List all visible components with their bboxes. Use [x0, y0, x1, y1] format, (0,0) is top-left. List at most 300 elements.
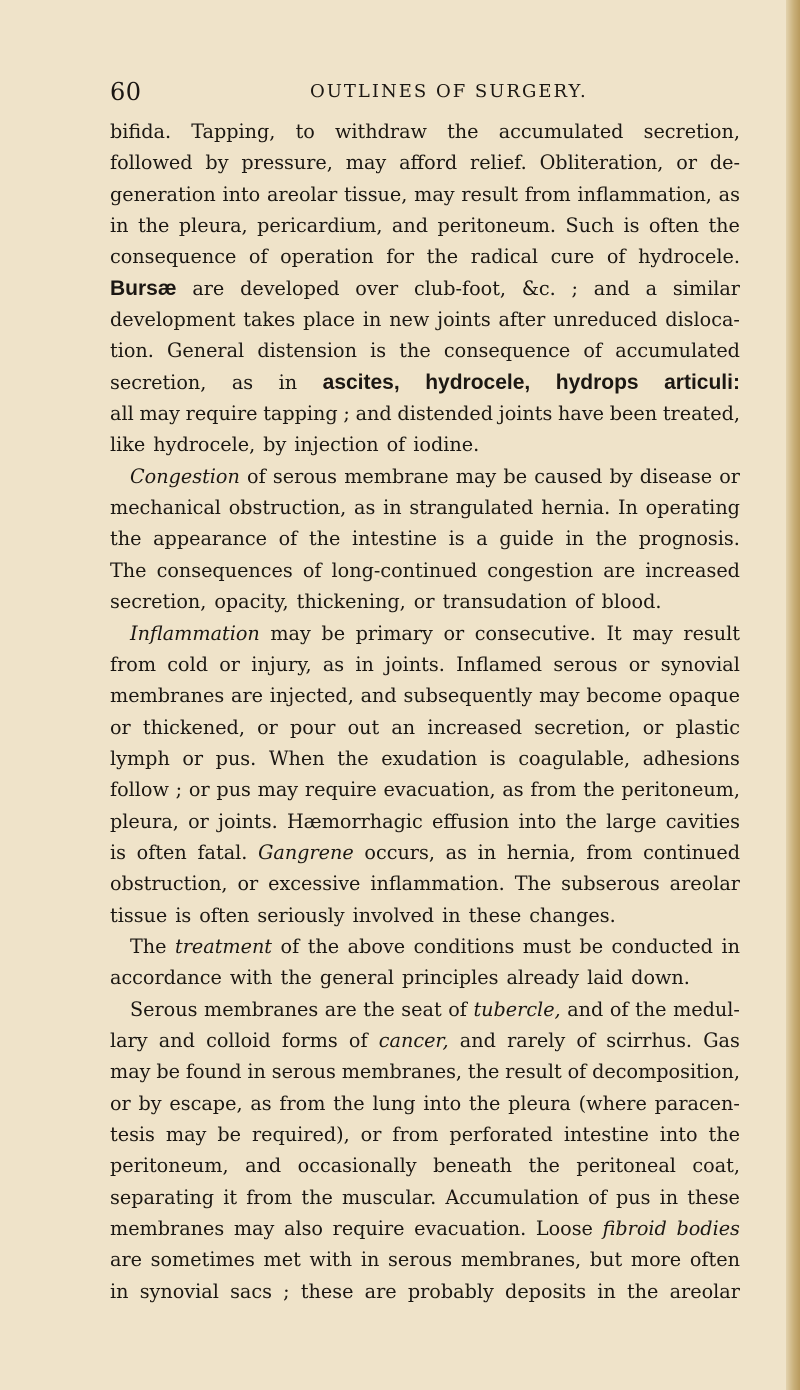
word: membranes,: [460, 1248, 582, 1272]
word: synovial: [660, 652, 740, 676]
word: Loose: [535, 1217, 593, 1241]
word: accordance: [110, 966, 222, 990]
word: generation: [110, 182, 216, 206]
word: radical: [470, 245, 539, 269]
word: by: [263, 433, 287, 457]
word: Inflammation: [130, 621, 260, 645]
word: hydrocele.: [638, 245, 740, 269]
word: membranes: [110, 684, 225, 708]
word: areolar: [669, 872, 740, 896]
word: result: [461, 182, 518, 206]
word: an: [391, 715, 416, 739]
word: of: [278, 527, 298, 551]
word: already: [506, 966, 580, 990]
word: Tapping,: [191, 120, 276, 143]
word: It: [606, 621, 622, 645]
word: When: [268, 746, 325, 770]
word: opacity,: [214, 590, 289, 614]
word: like: [110, 433, 146, 457]
word: muscular.: [341, 1185, 437, 1209]
word: as: [250, 1091, 272, 1115]
word: in: [110, 1279, 129, 1303]
word: disloca-: [665, 308, 740, 332]
word: been: [609, 402, 658, 426]
word: involved: [352, 903, 435, 927]
word: a: [645, 276, 658, 300]
word: in: [565, 527, 584, 551]
word: plastic: [675, 715, 740, 739]
word: In: [617, 496, 638, 520]
word: may: [270, 621, 311, 645]
word: over: [355, 276, 399, 300]
word: development: [110, 308, 236, 332]
text-line: [110, 210, 740, 241]
word: the: [708, 1123, 740, 1146]
word: tissue,: [344, 182, 408, 206]
word: coat,: [692, 1154, 740, 1178]
word: may: [632, 621, 673, 645]
word: conditions: [413, 934, 515, 958]
word: and: [593, 276, 630, 300]
word: secretion,: [643, 120, 740, 143]
word: The: [110, 558, 147, 582]
word: hydrops: [555, 370, 639, 394]
body-text: [110, 116, 740, 1307]
word: the: [468, 1091, 501, 1115]
text-line: [110, 398, 740, 429]
text-line: [110, 931, 740, 962]
word: in: [360, 1248, 380, 1272]
word: may: [539, 684, 580, 708]
word: of: [348, 1028, 368, 1052]
word: large: [606, 809, 657, 833]
word: intestine: [352, 527, 437, 551]
word: be: [156, 1060, 180, 1084]
word: into: [659, 1123, 698, 1146]
text-line: [110, 116, 740, 147]
word: consequence: [443, 339, 571, 363]
word: be: [503, 464, 528, 488]
word: tesis: [110, 1123, 155, 1146]
word: require: [304, 778, 377, 802]
word: obstruction,: [228, 496, 347, 520]
word: occurs,: [364, 840, 435, 864]
word: into: [518, 809, 557, 833]
text-line: [110, 712, 740, 743]
word: as: [322, 652, 345, 676]
word: treatment: [175, 934, 273, 958]
word: caused: [534, 464, 603, 488]
word: the: [528, 1154, 560, 1178]
word: in: [721, 934, 740, 958]
word: obstruction,: [110, 872, 228, 896]
word: excessive: [268, 872, 361, 896]
word: probably: [407, 1279, 494, 1303]
word: the: [337, 746, 369, 770]
word: blood.: [601, 590, 662, 614]
word: scirrhus.: [606, 1028, 693, 1052]
text-line: [110, 837, 740, 868]
word: serous: [553, 652, 618, 676]
word: the: [399, 339, 431, 363]
word: tapping: [263, 402, 338, 426]
word: are: [324, 997, 357, 1021]
word: by: [205, 151, 229, 175]
word: are: [110, 1248, 142, 1272]
word: and: [245, 1154, 282, 1178]
word: membranes,: [341, 1060, 463, 1084]
word: seriously: [257, 903, 345, 927]
word: withdraw: [334, 120, 427, 143]
word: membranes: [204, 997, 319, 1021]
word: in: [477, 840, 497, 864]
word: it: [223, 1185, 238, 1209]
text-line: [110, 680, 740, 711]
word: from: [392, 1123, 439, 1146]
word: require: [332, 1217, 405, 1241]
word: articuli:: [664, 370, 740, 394]
text-line: [110, 523, 740, 554]
word: all: [110, 402, 134, 426]
word: congestion: [487, 558, 594, 582]
word: fibroid: [602, 1217, 667, 1241]
word: of: [448, 997, 467, 1021]
word: or: [360, 1123, 382, 1146]
word: lung: [372, 1091, 416, 1115]
word: principles: [402, 966, 499, 990]
word: hernia.: [541, 496, 611, 520]
word: bodies: [676, 1217, 740, 1241]
word: continued: [643, 840, 740, 864]
word: may: [139, 402, 180, 426]
word: may: [165, 1123, 207, 1146]
word: in: [442, 903, 461, 927]
word: thickened,: [142, 715, 245, 739]
word: must: [522, 934, 571, 958]
page-number: 60: [110, 78, 142, 106]
word: as: [354, 496, 376, 520]
word: Inflamed: [456, 652, 543, 676]
word: result: [683, 621, 740, 645]
word: Bursæ: [110, 276, 177, 300]
word: of: [583, 339, 603, 363]
word: the: [363, 997, 395, 1021]
word: and: [360, 684, 397, 708]
word: Such: [565, 214, 615, 238]
word: is: [175, 903, 192, 927]
word: is: [489, 746, 506, 770]
word: ;: [283, 1279, 290, 1303]
text-line: [110, 492, 740, 523]
word: or: [237, 872, 259, 896]
word: in: [383, 496, 402, 520]
word: long-continued: [331, 558, 478, 582]
word: as: [445, 840, 467, 864]
word: colloid: [206, 1028, 271, 1052]
text-line: [110, 774, 740, 805]
word: injury,: [251, 652, 312, 676]
text-line: [110, 1119, 740, 1150]
word: peritoneum,: [621, 778, 740, 802]
word: of: [588, 1185, 607, 1209]
text-line: [110, 743, 740, 774]
word: General: [167, 339, 245, 363]
word: Congestion: [130, 464, 240, 488]
word: are: [192, 276, 225, 300]
word: serous: [272, 464, 338, 488]
word: de-: [709, 151, 740, 175]
word: in: [597, 1279, 616, 1303]
word: intestine: [563, 1123, 649, 1146]
word: in: [355, 652, 374, 676]
word: as: [502, 778, 524, 802]
word: joints: [498, 402, 553, 426]
word: coagulable,: [518, 746, 631, 770]
text-line: [110, 618, 740, 649]
word: out: [347, 715, 380, 739]
word: and: [158, 1028, 195, 1052]
word: but: [589, 1248, 623, 1272]
word: of: [606, 245, 626, 269]
word: the: [583, 778, 615, 802]
word: the: [110, 527, 142, 551]
word: become: [586, 684, 662, 708]
word: inflammation.: [370, 872, 505, 896]
text-line: [110, 367, 740, 398]
word: effusion: [432, 809, 510, 833]
word: areolar: [669, 1279, 740, 1303]
word: may: [257, 778, 299, 802]
word: and: [355, 402, 392, 426]
word: increased: [427, 715, 523, 739]
word: joints: [437, 308, 491, 332]
word: often: [199, 903, 250, 927]
word: from: [586, 840, 633, 864]
text-line: [110, 1182, 740, 1213]
word: may: [414, 182, 455, 206]
word: sometimes: [150, 1248, 255, 1272]
word: a: [476, 527, 488, 551]
text-line: [110, 586, 740, 617]
word: the: [280, 966, 312, 990]
word: appearance: [153, 527, 267, 551]
word: thickening,: [296, 590, 406, 614]
word: occasionally: [297, 1154, 417, 1178]
word: opaque: [668, 684, 740, 708]
word: of: [574, 590, 594, 614]
text-line: [110, 806, 740, 837]
word: or: [719, 464, 740, 488]
word: similar: [672, 276, 740, 300]
word: cure: [550, 245, 595, 269]
word: deposits: [505, 1279, 587, 1303]
word: Obliteration,: [539, 151, 664, 175]
text-line: [110, 1150, 740, 1181]
word: often: [689, 1248, 740, 1272]
word: Gangrene: [258, 840, 354, 864]
word: found: [185, 1060, 242, 1084]
word: from: [110, 652, 157, 676]
word: areolar: [266, 182, 338, 206]
word: pus: [615, 1185, 651, 1209]
word: fatal.: [197, 840, 248, 864]
word: down.: [631, 966, 690, 990]
word: or: [257, 715, 278, 739]
word: ;: [175, 778, 183, 802]
text-line: [110, 147, 740, 178]
word: tissue: [110, 903, 168, 927]
word: or: [642, 715, 664, 739]
word: peritoneum,: [110, 1154, 229, 1178]
word: often: [136, 840, 187, 864]
word: secretion,: [110, 370, 207, 394]
word: met: [263, 1248, 301, 1272]
word: tubercle,: [473, 997, 561, 1021]
word: are: [231, 684, 263, 708]
word: by: [138, 1091, 162, 1115]
word: Accumulation: [445, 1185, 579, 1209]
word: ascites,: [322, 370, 400, 394]
word: require: [185, 402, 258, 426]
word: may: [110, 1060, 151, 1084]
word: &c.: [521, 276, 556, 300]
word: have: [558, 402, 605, 426]
text-line: [110, 1088, 740, 1119]
word: lary: [110, 1028, 148, 1052]
word: peritoneum.: [437, 214, 557, 238]
word: medul-: [673, 997, 740, 1021]
word: is: [370, 339, 387, 363]
word: evacuation,: [383, 778, 496, 802]
word: strangulated: [409, 496, 534, 520]
word: pericardium,: [257, 214, 383, 238]
word: the: [595, 527, 628, 551]
word: for: [386, 245, 415, 269]
word: decomposition,: [592, 1060, 740, 1084]
word: is: [623, 214, 640, 238]
word: required),: [251, 1123, 350, 1146]
word: with: [229, 966, 273, 990]
word: The: [130, 934, 167, 958]
word: consequences: [156, 558, 293, 582]
text-line: [110, 429, 740, 460]
text-line: [110, 1276, 740, 1307]
word: relief.: [470, 151, 527, 175]
word: of: [576, 1028, 596, 1052]
word: subserous: [561, 872, 660, 896]
word: or: [628, 652, 650, 676]
text-line: [110, 273, 740, 304]
word: these: [468, 903, 522, 927]
word: pour: [290, 715, 336, 739]
text-line: [110, 179, 740, 210]
page-header: [110, 78, 750, 114]
word: pleura: [508, 1091, 571, 1115]
word: cavities: [665, 809, 740, 833]
word: of: [567, 1060, 587, 1084]
word: evacuation.: [414, 1217, 527, 1241]
word: subsequently: [403, 684, 533, 708]
word: lymph: [110, 746, 170, 770]
word: exudation: [381, 746, 478, 770]
word: the: [137, 214, 170, 238]
word: serous: [388, 1248, 453, 1272]
word: the: [565, 809, 597, 833]
word: adhesions: [642, 746, 740, 770]
word: the: [426, 245, 459, 269]
text-line: [110, 304, 740, 335]
word: transudation: [442, 590, 567, 614]
word: the: [708, 214, 740, 238]
word: are: [603, 558, 636, 582]
word: ;: [571, 276, 578, 300]
word: the: [467, 1060, 500, 1084]
word: pus: [216, 778, 251, 802]
word: developed: [240, 276, 340, 300]
word: tion.: [110, 339, 154, 363]
word: or: [219, 652, 240, 676]
word: from: [524, 182, 571, 206]
word: the: [307, 934, 340, 958]
word: hydrocele,: [153, 433, 256, 457]
word: with: [309, 1248, 353, 1272]
word: as: [231, 370, 254, 394]
word: distended: [397, 402, 494, 426]
word: into: [423, 1091, 462, 1115]
word: primary: [355, 621, 433, 645]
word: or: [188, 809, 209, 833]
word: place: [303, 308, 356, 332]
word: or: [676, 151, 697, 175]
word: separating: [110, 1185, 215, 1209]
word: from: [530, 778, 577, 802]
word: and: [459, 1028, 496, 1052]
text-line: [110, 649, 740, 680]
word: injected,: [269, 684, 354, 708]
word: hydrocele,: [425, 370, 531, 394]
word: the: [635, 997, 667, 1021]
word: in: [110, 214, 129, 238]
word: takes: [243, 308, 296, 332]
word: paracen-: [654, 1091, 740, 1115]
word: or: [443, 621, 465, 645]
word: result: [505, 1060, 562, 1084]
page-edge-shadow: [786, 0, 800, 1390]
word: cold: [167, 652, 208, 676]
word: or: [182, 746, 204, 770]
word: Gas: [703, 1028, 740, 1052]
word: inflammation,: [577, 182, 712, 206]
text-line: [110, 241, 740, 272]
word: pressure,: [241, 151, 333, 175]
word: secretion,: [534, 715, 631, 739]
word: as: [718, 182, 740, 206]
word: rarely: [507, 1028, 566, 1052]
word: synovial: [139, 1279, 219, 1303]
word: pleura,: [110, 809, 179, 833]
word: of: [302, 558, 322, 582]
word: treated,: [662, 402, 740, 426]
word: the: [447, 120, 479, 143]
word: often: [648, 214, 699, 238]
word: forms: [281, 1028, 338, 1052]
word: the: [626, 1279, 659, 1303]
word: after: [498, 308, 546, 332]
word: disease: [639, 464, 713, 488]
word: sacs: [230, 1279, 272, 1303]
word: the: [333, 1091, 365, 1115]
word: more: [630, 1248, 682, 1272]
